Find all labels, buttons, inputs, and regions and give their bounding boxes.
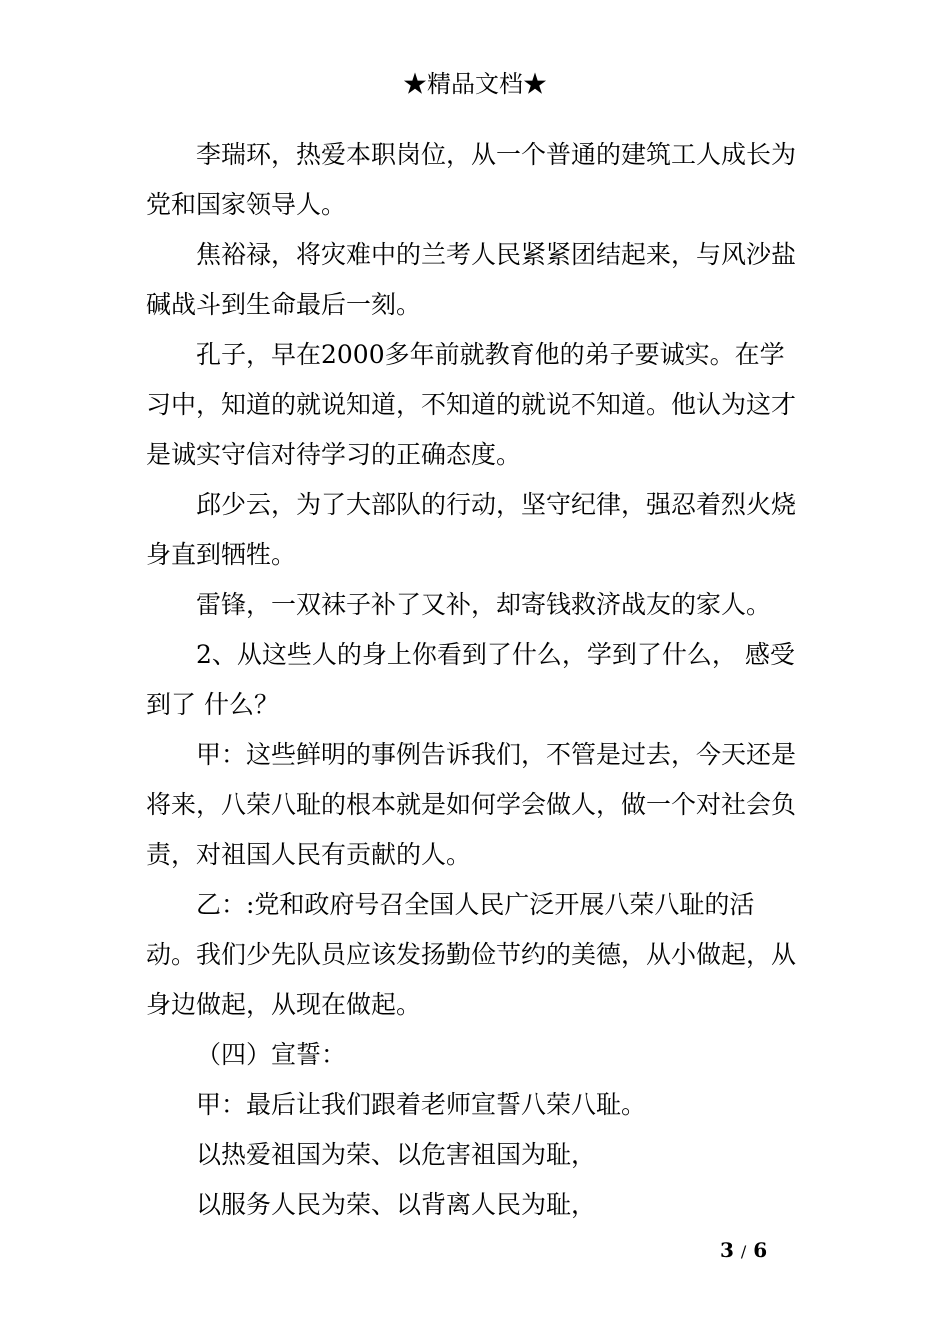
page-separator: / (740, 1242, 747, 1261)
paragraph-lei-feng: 雷锋，一双袜子补了又补，却寄钱救济战友的家人。 (196, 590, 772, 619)
paragraph-yi-response: 乙：:党和政府号召全国人民广泛开展八荣八耻的活动。我们少先队员应该发扬勤俭节约的美德，从小做起，从身边做起，从现在做起。 (146, 890, 797, 1019)
oath-line-2: 以服务人民为荣、以背离人民为耻， (196, 1190, 597, 1219)
paragraph-jiao-yulu: 焦裕禄，将灾难中的兰考人民紧紧团结起来，与风沙盐碱战斗到生命最后一刻。 (146, 240, 797, 319)
section-heading-oath: （四）宣誓： (196, 1040, 347, 1069)
paragraph-qiu-shaoyun: 邱少云，为了大部队的行动，坚守纪律，强忍着烈火烧身直到牺牲。 (146, 490, 797, 569)
document-body (146, 130, 796, 1230)
paragraph-jia-response: 甲：这些鲜明的事例告诉我们，不管是过去，今天还是将来，八荣八耻的根本就是如何学会做人，做一个对社会负责，对祖国人民有贡献的人。 (146, 740, 797, 869)
paragraph-confucius: 孔子，早在2000多年前就教育他的弟子要诚实。在学习中，知道的就说知道，不知道的就说不知道。他认为这才是诚实守信对待学习的正确态度。 (146, 340, 797, 469)
paragraph-question-2: 2、从这些人的身上你看到了什么，学到了什么， 感受到了 什么？ (146, 640, 795, 719)
page-number (720, 1236, 767, 1266)
page-current: 3 (720, 1238, 734, 1262)
paragraph-li-ruihuan: 李瑞环，热爱本职岗位，从一个普通的建筑工人成长为党和国家领导人。 (146, 140, 797, 219)
document-header (0, 66, 950, 102)
oath-line-1: 以热爱祖国为荣、以危害祖国为耻， (196, 1140, 597, 1169)
page-total: 6 (753, 1238, 768, 1262)
paragraph-jia-oath-intro: 甲：最后让我们跟着老师宣誓八荣八耻。 (196, 1090, 647, 1119)
header-title: ★精品文档★ (403, 70, 547, 98)
